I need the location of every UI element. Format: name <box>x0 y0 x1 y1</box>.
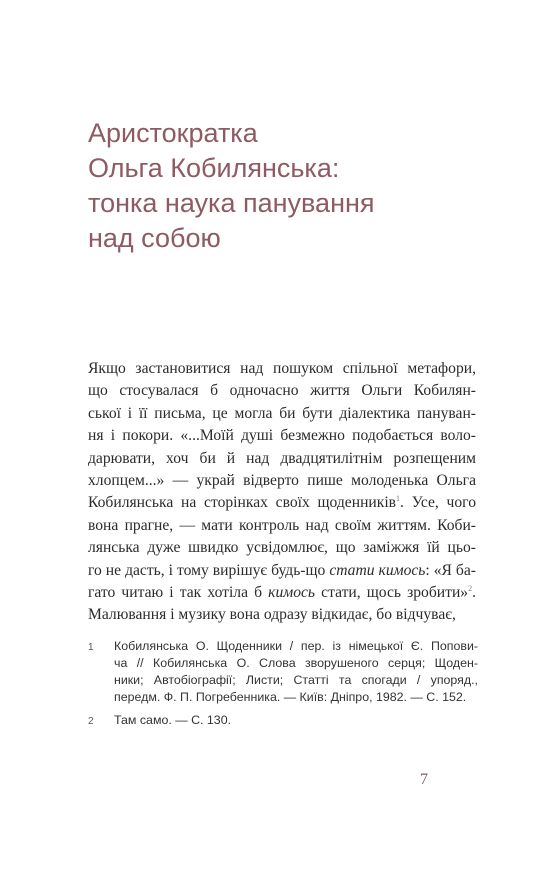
text-segment: : «Я ба- <box>425 561 476 579</box>
text-line <box>88 492 476 514</box>
italic-phrase: стати кимось <box>329 561 426 579</box>
text-line: Якщо застановитися над пошуком спільної метафори, <box>88 360 476 377</box>
footnote-2 <box>88 712 478 729</box>
text-segment: гато читаю і так хотіла б <box>88 584 269 602</box>
italic-phrase: кимось <box>268 584 316 602</box>
text-segment: Кобилянська на сторінках своїх щоденників <box>88 494 397 512</box>
chapter-title-line: над собою <box>88 223 221 253</box>
text-line: ня і покори. «...Моїй душі безмежно подобається воло- <box>88 427 476 445</box>
footnote-ref-2[interactable]: 2 <box>468 584 473 594</box>
text-segment: стати, щось зробити» <box>315 584 469 602</box>
text-line: Малювання і музику вона одразу відкидає, бо відчуває, <box>88 606 456 624</box>
footnote-ref-1[interactable]: 1 <box>396 494 401 504</box>
text-segment: . <box>472 584 476 602</box>
page-number: 7 <box>420 771 428 788</box>
footnote-line: ники; Автобіографії; Листи; Статті та спогади / упоряд., <box>114 673 478 687</box>
chapter-title-line: Аристократка <box>88 118 258 148</box>
text-segment: . Усе, чого <box>400 494 476 512</box>
text-line: вона прагне, — мати контроль над своїм життям. Коби- <box>88 516 476 534</box>
text-segment: го не дасть, і тому вирішує будь-що <box>88 561 330 579</box>
footnotes <box>88 638 478 735</box>
footnote-number: 1 <box>88 642 94 653</box>
footnote-number: 2 <box>88 716 94 727</box>
text-line: ської і її письма, це могла би бути діалектика пануван- <box>88 404 476 422</box>
footnote-line: ча // Кобилянська О. Слова зворушеного серця; Щоден- <box>114 656 478 670</box>
footnote-text <box>114 638 478 706</box>
text-line: дарювати, хоч би й над двадцятилітнім розпещеним <box>88 449 476 467</box>
chapter-title-line: Ольга Кобилянська: <box>88 153 340 183</box>
footnote-1 <box>88 638 478 706</box>
footnote-line: Кобилянська О. Щоденники / пер. із німецької Є. Попови- <box>114 639 478 653</box>
text-line <box>88 560 476 582</box>
text-line: хлопцем...» — украй відверто пише молоденька Ольга <box>88 472 476 490</box>
footnote-line: передм. Ф. П. Погребенника. — Київ: Дніпро, 1982. — С. 152. <box>114 690 467 704</box>
footnote-line: Там само. — С. 130. <box>114 713 232 727</box>
footnote-text <box>114 712 478 729</box>
text-line <box>88 582 476 604</box>
chapter-title <box>88 116 508 256</box>
text-line: лянська дуже швидко усвідомлює, що заміжжя їй цьо- <box>88 539 476 557</box>
chapter-title-line: тонка наука панування <box>88 188 375 218</box>
text-line: що стосувалася б одночасно життя Ольги Кобилян- <box>88 382 476 400</box>
body-paragraph <box>88 358 476 627</box>
